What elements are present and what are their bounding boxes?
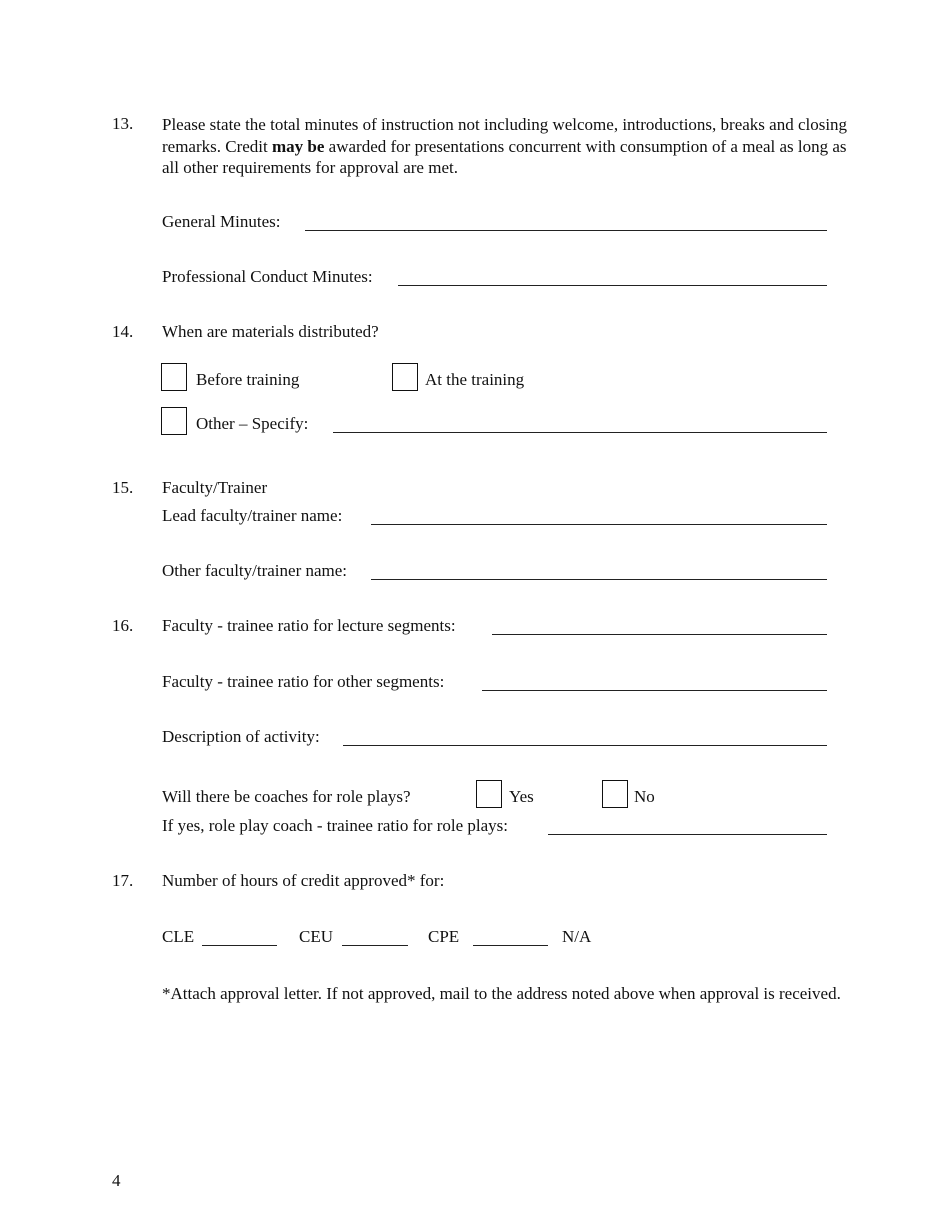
- other-ratio-label: Faculty - trainee ratio for other segments:: [162, 672, 445, 691]
- other-trainer-label: Other faculty/trainer name:: [162, 561, 348, 580]
- ceu-label: CEU: [299, 927, 333, 946]
- coaches-no-label: No: [634, 787, 655, 806]
- description-label: Description of activity:: [162, 727, 320, 746]
- other-specify-field[interactable]: [333, 432, 827, 433]
- lead-trainer-field[interactable]: [371, 524, 827, 525]
- na-label: N/A: [562, 927, 592, 946]
- lecture-ratio-label: Faculty - trainee ratio for lecture segments:: [162, 616, 456, 635]
- general-minutes-field[interactable]: [305, 230, 827, 231]
- conduct-minutes-field[interactable]: [398, 285, 827, 286]
- ceu-field[interactable]: [342, 945, 408, 946]
- q15-number: 15.: [112, 478, 134, 497]
- cle-field[interactable]: [202, 945, 277, 946]
- q14-question: When are materials distributed?: [162, 322, 379, 341]
- coaches-no-checkbox[interactable]: [602, 780, 628, 808]
- q17-number: 17.: [112, 871, 134, 890]
- q17-question: Number of hours of credit approved* for:: [162, 871, 445, 890]
- q13-text: [162, 114, 862, 179]
- lead-trainer-label: Lead faculty/trainer name:: [162, 506, 343, 525]
- q13-text-bold: may be: [272, 136, 325, 156]
- approval-footnote: *Attach approval letter. If not approved, mail to the address noted above when approval is received.: [162, 984, 841, 1003]
- cpe-field[interactable]: [473, 945, 548, 946]
- q14-number: 14.: [112, 322, 134, 341]
- cle-label: CLE: [162, 927, 195, 946]
- q13-number: 13.: [112, 114, 134, 133]
- before-training-label: Before training: [196, 370, 300, 389]
- other-trainer-field[interactable]: [371, 579, 827, 580]
- lecture-ratio-field[interactable]: [492, 634, 827, 635]
- other-ratio-field[interactable]: [482, 690, 827, 691]
- coach-ratio-field[interactable]: [548, 834, 827, 835]
- page-number: 4: [112, 1171, 121, 1190]
- general-minutes-label: General Minutes:: [162, 212, 281, 231]
- before-training-checkbox[interactable]: [161, 363, 187, 391]
- q13-text-part1: Please state the total minutes of instruction not including welcome, introductions, breaks and closing remarks. Credit: [162, 115, 848, 156]
- other-specify-label: Other – Specify:: [196, 414, 309, 433]
- coach-ratio-label: If yes, role play coach - trainee ratio for role plays:: [162, 816, 508, 835]
- q13-text-part2: awarded for presentations concurrent with consumption of a meal as long as all other requirements for approval are met.: [162, 136, 847, 177]
- at-training-checkbox[interactable]: [392, 363, 418, 391]
- at-training-label: At the training: [425, 370, 525, 389]
- conduct-minutes-label: Professional Conduct Minutes:: [162, 267, 373, 286]
- other-specify-checkbox[interactable]: [161, 407, 187, 435]
- cpe-label: CPE: [428, 927, 460, 946]
- coaches-yes-checkbox[interactable]: [476, 780, 502, 808]
- coaches-question: Will there be coaches for role plays?: [162, 787, 411, 806]
- q15-heading: Faculty/Trainer: [162, 478, 268, 497]
- q16-number: 16.: [112, 616, 134, 635]
- coaches-yes-label: Yes: [509, 787, 534, 806]
- description-field[interactable]: [343, 745, 827, 746]
